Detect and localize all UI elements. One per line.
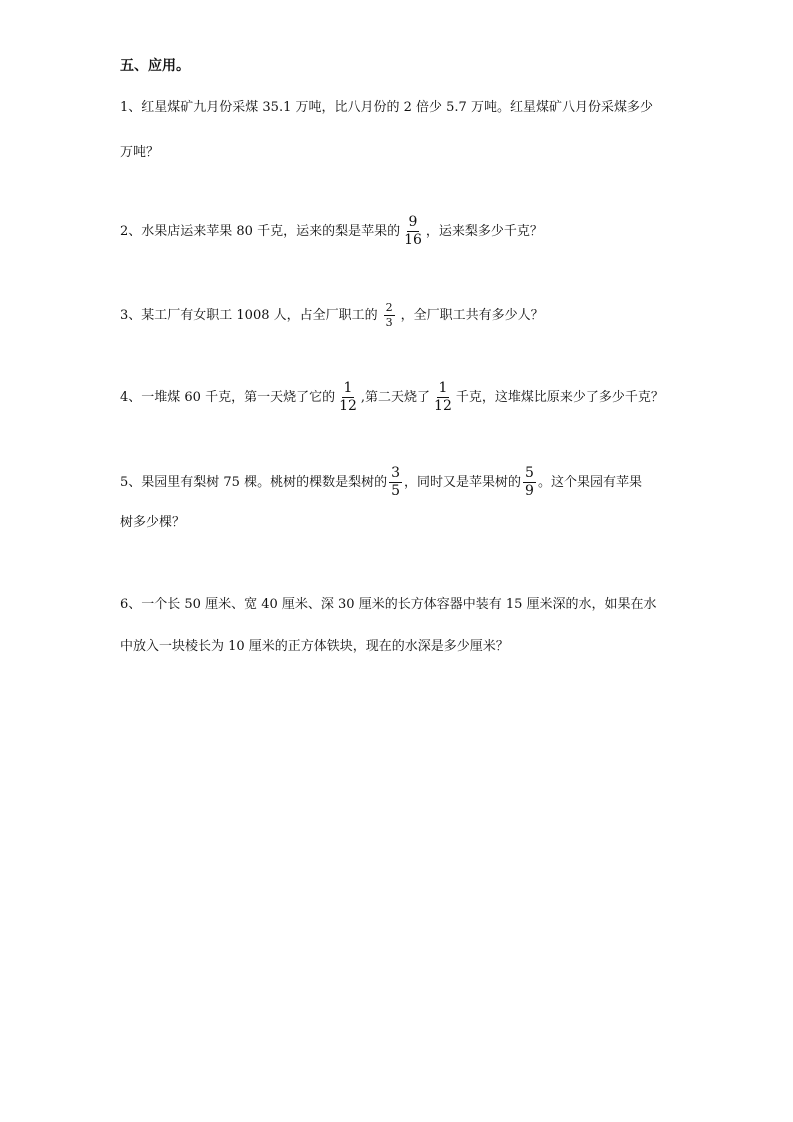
problem-5-text-before: 5、果园里有梨树 75 棵。桃树的棵数是梨树的	[120, 474, 388, 490]
problem-6-text: 6、一个长 50 厘米、宽 40 厘米、深 30 厘米的长方体容器中装有 15 厘米深的水，如果在水	[120, 597, 657, 612]
fraction-denominator: 3	[385, 316, 393, 329]
problem-2-fraction	[402, 214, 424, 249]
problem-4-fraction-2	[432, 380, 454, 415]
fraction-denominator: 9	[525, 483, 534, 499]
fraction-denominator: 16	[404, 232, 422, 248]
fraction-numerator: 5	[525, 465, 534, 481]
problem-1-text-cont: 万吨？	[120, 145, 160, 160]
fraction-numerator: 1	[438, 380, 448, 396]
problem-1-line-1	[120, 97, 653, 119]
problem-6-text-cont: 中放入一块棱长为 10 厘米的正方体铁块，现在的水深是多少厘米？	[120, 639, 509, 654]
problem-5-text-cont: 树多少棵？	[120, 515, 186, 530]
section-title: 五、应用。	[120, 58, 190, 74]
fraction-numerator: 1	[343, 380, 353, 396]
problem-2-text-before: 2、水果店运来苹果 80 千克，运来的梨是苹果的	[120, 223, 401, 239]
problem-3-text-before: 3、某工厂有女职工 1008 人，占全厂职工的	[120, 307, 378, 323]
problem-4-line	[120, 380, 664, 415]
problem-4-text-after: 千克，这堆煤比原来少了多少千克？	[455, 389, 664, 405]
problem-3-fraction	[384, 301, 395, 330]
problem-4-fraction-1	[337, 380, 359, 415]
fraction-numerator: 3	[391, 465, 400, 481]
fraction-denominator: 5	[391, 483, 400, 499]
problem-6-line-1	[120, 594, 657, 616]
problem-3-text-after: ，全厂职工共有多少人？	[400, 307, 544, 323]
problem-4-text-middle: ,第二天烧了	[360, 389, 431, 405]
problem-5-text-middle: ，同时又是苹果树的	[404, 474, 522, 490]
problem-5-fraction-1	[389, 465, 402, 500]
problem-3-line	[120, 301, 544, 330]
problem-2-text-after: ，运来梨多少千克？	[425, 223, 543, 239]
problem-6-line-2	[120, 636, 509, 658]
problem-2-line	[120, 214, 543, 249]
fraction-denominator: 12	[339, 398, 357, 414]
problem-1-line-2	[120, 142, 159, 164]
problem-5-line-1	[120, 465, 642, 500]
problem-5-fraction-2	[523, 465, 536, 500]
fraction-numerator: 2	[385, 301, 393, 314]
problem-5-text-after: 。这个果园有苹果	[537, 474, 642, 490]
problem-1-text: 1、红星煤矿九月份采煤 35.1 万吨，比八月份的 2 倍少 5.7 万吨。红星煤矿八月份采煤多少	[120, 100, 653, 115]
problem-4-text-before: 4、一堆煤 60 千克，第一天烧了它的	[120, 389, 336, 405]
fraction-denominator: 12	[434, 398, 452, 414]
problem-5-line-2	[120, 512, 185, 534]
fraction-numerator: 9	[408, 214, 418, 230]
